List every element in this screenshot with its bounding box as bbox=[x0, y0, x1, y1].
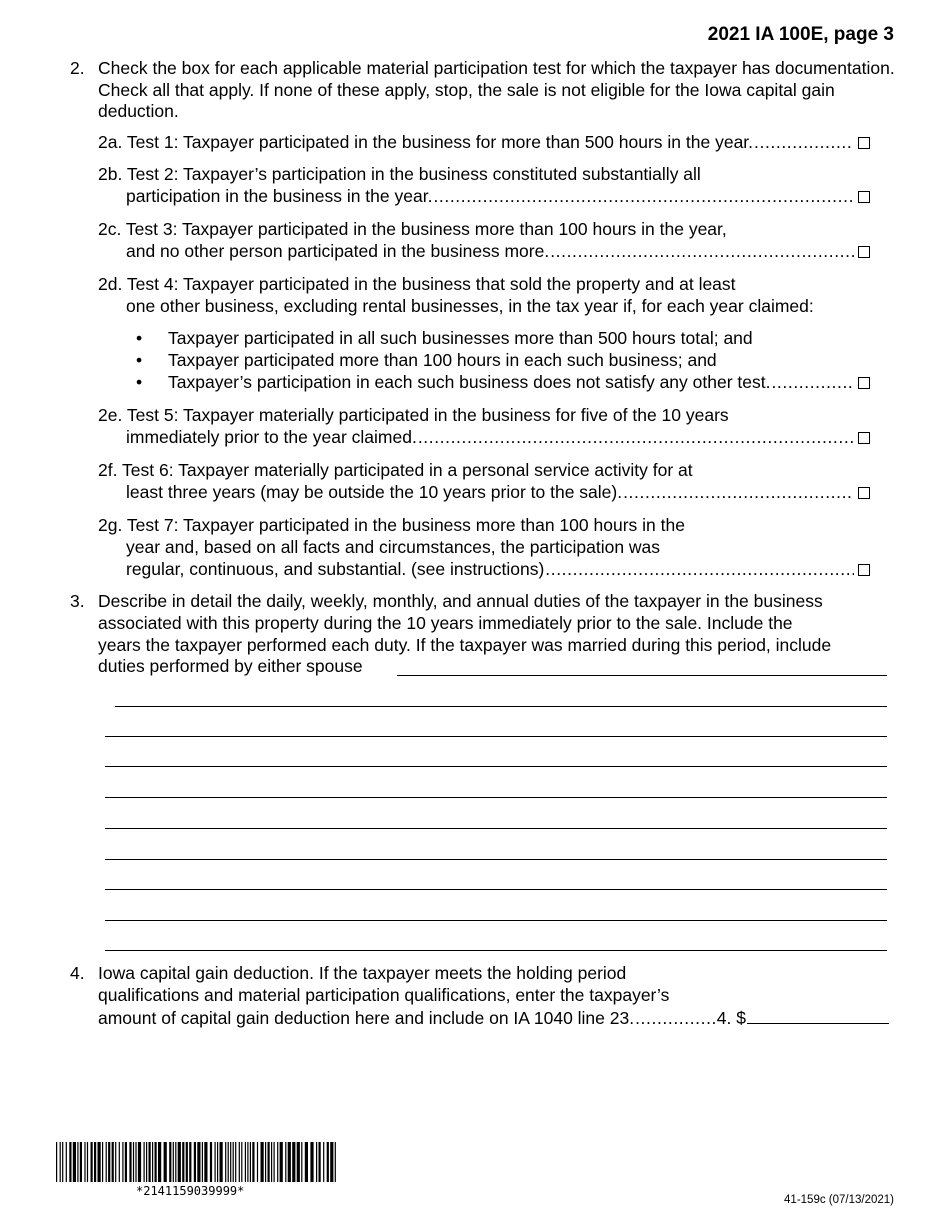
barcode-bar bbox=[235, 1142, 236, 1182]
barcode-bar bbox=[265, 1142, 266, 1182]
bullet-icon: • bbox=[136, 328, 143, 348]
barcode-bar bbox=[56, 1142, 57, 1182]
question-4-row bbox=[98, 1007, 889, 1030]
barcode-bar bbox=[215, 1142, 216, 1182]
test-2d-bullet-text: Taxpayer participated in all such businesses more than 500 hours total; and bbox=[168, 328, 753, 348]
test-2c-row bbox=[126, 241, 870, 263]
test-2d-line2: one other business, excluding rental businesses, in the tax year if, for each year claimed: bbox=[126, 296, 814, 316]
dot-leader bbox=[433, 186, 854, 208]
question-3-line3: years the taxpayer performed each duty. If the taxpayer was married during this period, include bbox=[98, 635, 832, 655]
barcode-bar bbox=[194, 1142, 196, 1182]
question-4-line1: Iowa capital gain deduction. If the taxpayer meets the holding period bbox=[98, 963, 627, 983]
test-2d-bullet-text: Taxpayer participated more than 100 hours in each such business; and bbox=[168, 350, 717, 370]
barcode-bar bbox=[182, 1142, 184, 1182]
duties-write-line-3[interactable] bbox=[105, 736, 887, 737]
barcode-bar bbox=[220, 1142, 223, 1182]
test-2b-checkbox[interactable] bbox=[858, 191, 870, 203]
barcode-bar bbox=[135, 1142, 136, 1182]
test-2d-bullet-2 bbox=[136, 350, 717, 372]
dot-leader bbox=[545, 559, 854, 581]
line-4-ref-label: 4. $ bbox=[716, 1008, 746, 1028]
barcode-bar bbox=[66, 1142, 67, 1182]
barcode-bar bbox=[319, 1142, 321, 1182]
barcode-bar bbox=[271, 1142, 272, 1182]
duties-write-line-2[interactable] bbox=[115, 706, 887, 707]
barcode-bar bbox=[94, 1142, 96, 1182]
test-2a-checkbox[interactable] bbox=[858, 137, 870, 149]
barcode-bar bbox=[245, 1142, 246, 1182]
dot-leader bbox=[623, 482, 854, 504]
barcode-bar bbox=[225, 1142, 226, 1182]
question-3-number: 3. bbox=[70, 591, 85, 611]
test-2g-checkbox[interactable] bbox=[858, 564, 870, 576]
barcode-bar bbox=[233, 1142, 234, 1182]
question-4-line2: qualifications and material participation qualifications, enter the taxpayer’s bbox=[98, 985, 670, 1005]
barcode-bar bbox=[327, 1142, 329, 1182]
dot-leader bbox=[771, 372, 854, 394]
test-2g-text: regular, continuous, and substantial. (see instructions) bbox=[126, 559, 545, 579]
dot-leader bbox=[418, 427, 854, 449]
question-3-line1: Describe in detail the daily, weekly, monthly, and annual duties of the taxpayer in the business bbox=[98, 591, 823, 611]
barcode-bar bbox=[106, 1142, 107, 1182]
barcode-bar bbox=[175, 1142, 176, 1182]
barcode-bar bbox=[73, 1142, 76, 1182]
barcode-bar bbox=[80, 1142, 82, 1182]
barcode-bar bbox=[125, 1142, 127, 1182]
barcode-bar bbox=[261, 1142, 264, 1182]
barcode-bar bbox=[108, 1142, 110, 1182]
barcode-bar bbox=[112, 1142, 114, 1182]
barcode-bar bbox=[84, 1142, 85, 1182]
test-2e-text: immediately prior to the year claimed. bbox=[126, 427, 417, 447]
barcode-bar bbox=[69, 1142, 71, 1182]
bullet-icon: • bbox=[136, 350, 143, 370]
bullet-icon: • bbox=[136, 372, 143, 392]
duties-write-line-6[interactable] bbox=[105, 828, 887, 829]
barcode-bar bbox=[274, 1142, 275, 1182]
question-3-line4: duties performed by either spouse bbox=[98, 656, 363, 676]
barcode-bar bbox=[189, 1142, 191, 1182]
barcode-bar bbox=[230, 1142, 231, 1182]
barcode-bar bbox=[178, 1142, 181, 1182]
barcode-bar bbox=[305, 1142, 308, 1182]
test-2f-text: least three years (may be outside the 10 years prior to the sale). bbox=[126, 482, 623, 502]
question-3-line2: associated with this property during the 10 years immediately prior to the sale. Include the bbox=[98, 613, 793, 633]
test-2c-line1: 2c. Test 3: Taxpayer participated in the business more than 100 hours in the year, bbox=[98, 219, 727, 239]
barcode-bar bbox=[210, 1142, 212, 1182]
duties-write-line-7[interactable] bbox=[105, 859, 887, 860]
test-2g-line1: 2g. Test 7: Taxpayer participated in the business more than 100 hours in the bbox=[98, 515, 685, 535]
barcode-bar bbox=[119, 1142, 120, 1182]
duties-write-line-4[interactable] bbox=[105, 766, 887, 767]
test-2e-checkbox[interactable] bbox=[858, 432, 870, 444]
barcode-bar bbox=[323, 1142, 324, 1182]
barcode-bar bbox=[115, 1142, 116, 1182]
barcode-bar bbox=[228, 1142, 229, 1182]
test-2e-row bbox=[126, 427, 870, 449]
test-2g-row bbox=[126, 559, 870, 581]
test-2d-bullet-3 bbox=[136, 372, 870, 394]
form-id: 41-159c (07/13/2021) bbox=[784, 1194, 894, 1206]
barcode-bar bbox=[173, 1142, 174, 1182]
barcode-bar bbox=[164, 1142, 167, 1182]
barcode-bar bbox=[152, 1142, 153, 1182]
barcode-bar bbox=[252, 1142, 254, 1182]
test-2d-line1: 2d. Test 4: Taxpayer participated in the business that sold the property and at least bbox=[98, 274, 736, 294]
dot-leader bbox=[754, 132, 854, 154]
barcode-bar bbox=[250, 1142, 251, 1182]
barcode-bar bbox=[129, 1142, 131, 1182]
barcode-bar bbox=[288, 1142, 291, 1182]
barcode-bar bbox=[98, 1142, 101, 1182]
test-2f-checkbox[interactable] bbox=[858, 487, 870, 499]
test-2c-checkbox[interactable] bbox=[858, 246, 870, 258]
barcode-bar bbox=[60, 1142, 61, 1182]
barcode-bar bbox=[285, 1142, 286, 1182]
barcode-bar bbox=[133, 1142, 134, 1182]
duties-write-line-1[interactable] bbox=[397, 675, 887, 676]
barcode-bar bbox=[280, 1142, 283, 1182]
barcode-bar bbox=[257, 1142, 258, 1182]
barcode-graphic bbox=[56, 1142, 338, 1182]
barcode-bar bbox=[316, 1142, 317, 1182]
barcode-bar bbox=[155, 1142, 157, 1182]
barcode-bar bbox=[277, 1142, 278, 1182]
barcode-bar bbox=[102, 1142, 103, 1182]
test-2d-bullet-text: Taxpayer’s participation in each such business does not satisfy any other test. bbox=[168, 372, 771, 392]
barcode-bar bbox=[149, 1142, 151, 1182]
barcode-bar bbox=[202, 1142, 203, 1182]
duties-write-line-8[interactable] bbox=[105, 889, 887, 890]
barcode bbox=[56, 1142, 338, 1187]
duties-write-line-5[interactable] bbox=[105, 797, 887, 798]
barcode-bar bbox=[301, 1142, 302, 1182]
barcode-bar bbox=[241, 1142, 242, 1182]
barcode-bar bbox=[87, 1142, 88, 1182]
question-4-number: 4. bbox=[70, 963, 85, 983]
test-2a-row bbox=[98, 132, 870, 154]
barcode-bar bbox=[77, 1142, 78, 1182]
question-2-intro: Check the box for each applicable material participation test for which the taxpayer has documentation. Check all that apply. If none of these apply, stop, the sale is not eligible for the Iowa capital gain deduction. bbox=[98, 58, 895, 122]
barcode-bar bbox=[186, 1142, 188, 1182]
barcode-text: *2141159039999* bbox=[136, 1184, 245, 1198]
barcode-bar bbox=[204, 1142, 207, 1182]
barcode-bar bbox=[146, 1142, 147, 1182]
capital-gain-deduction-field[interactable] bbox=[747, 1007, 889, 1024]
page-header: 2021 IA 100E, page 3 bbox=[707, 24, 894, 45]
barcode-bar bbox=[197, 1142, 200, 1182]
test-2d-bullet-1 bbox=[136, 328, 753, 350]
barcode-bar bbox=[297, 1142, 300, 1182]
test-2f-row bbox=[126, 482, 870, 504]
barcode-bar bbox=[335, 1142, 336, 1182]
test-2c-text: and no other person participated in the business more. bbox=[126, 241, 550, 261]
barcode-bar bbox=[247, 1142, 248, 1182]
test-2e-line1: 2e. Test 5: Taxpayer materially participated in the business for five of the 10 years bbox=[98, 405, 729, 425]
test-2g-line2: year and, based on all facts and circumstances, the participation was bbox=[126, 537, 661, 557]
barcode-bar bbox=[62, 1142, 63, 1182]
barcode-bar bbox=[122, 1142, 123, 1182]
test-2b-text: participation in the business in the year. bbox=[126, 186, 433, 206]
test-2f-line1: 2f. Test 6: Taxpayer materially participated in a personal service activity for at bbox=[98, 460, 693, 480]
barcode-bar bbox=[169, 1142, 171, 1182]
barcode-bar bbox=[292, 1142, 295, 1182]
duties-write-line-10[interactable] bbox=[105, 950, 887, 951]
test-2b-line1: 2b. Test 2: Taxpayer’s participation in the business constituted substantially all bbox=[98, 164, 701, 184]
barcode-bar bbox=[330, 1142, 333, 1182]
barcode-bar bbox=[91, 1142, 93, 1182]
test-2b-row bbox=[126, 186, 870, 208]
duties-write-line-9[interactable] bbox=[105, 920, 887, 921]
barcode-bar bbox=[268, 1142, 270, 1182]
dot-leader bbox=[635, 1008, 715, 1030]
barcode-bar bbox=[217, 1142, 218, 1182]
barcode-bar bbox=[310, 1142, 313, 1182]
dot-leader bbox=[550, 241, 854, 263]
barcode-bar bbox=[138, 1142, 141, 1182]
question-4-text: amount of capital gain deduction here and include on IA 1040 line 23. bbox=[98, 1008, 635, 1028]
question-2-number: 2. bbox=[70, 58, 85, 78]
barcode-bar bbox=[158, 1142, 161, 1182]
test-2a-text: 2a. Test 1: Taxpayer participated in the business for more than 500 hours in the year. bbox=[98, 132, 754, 152]
test-2d-checkbox[interactable] bbox=[858, 377, 870, 389]
barcode-bar bbox=[239, 1142, 240, 1182]
barcode-bar bbox=[144, 1142, 145, 1182]
